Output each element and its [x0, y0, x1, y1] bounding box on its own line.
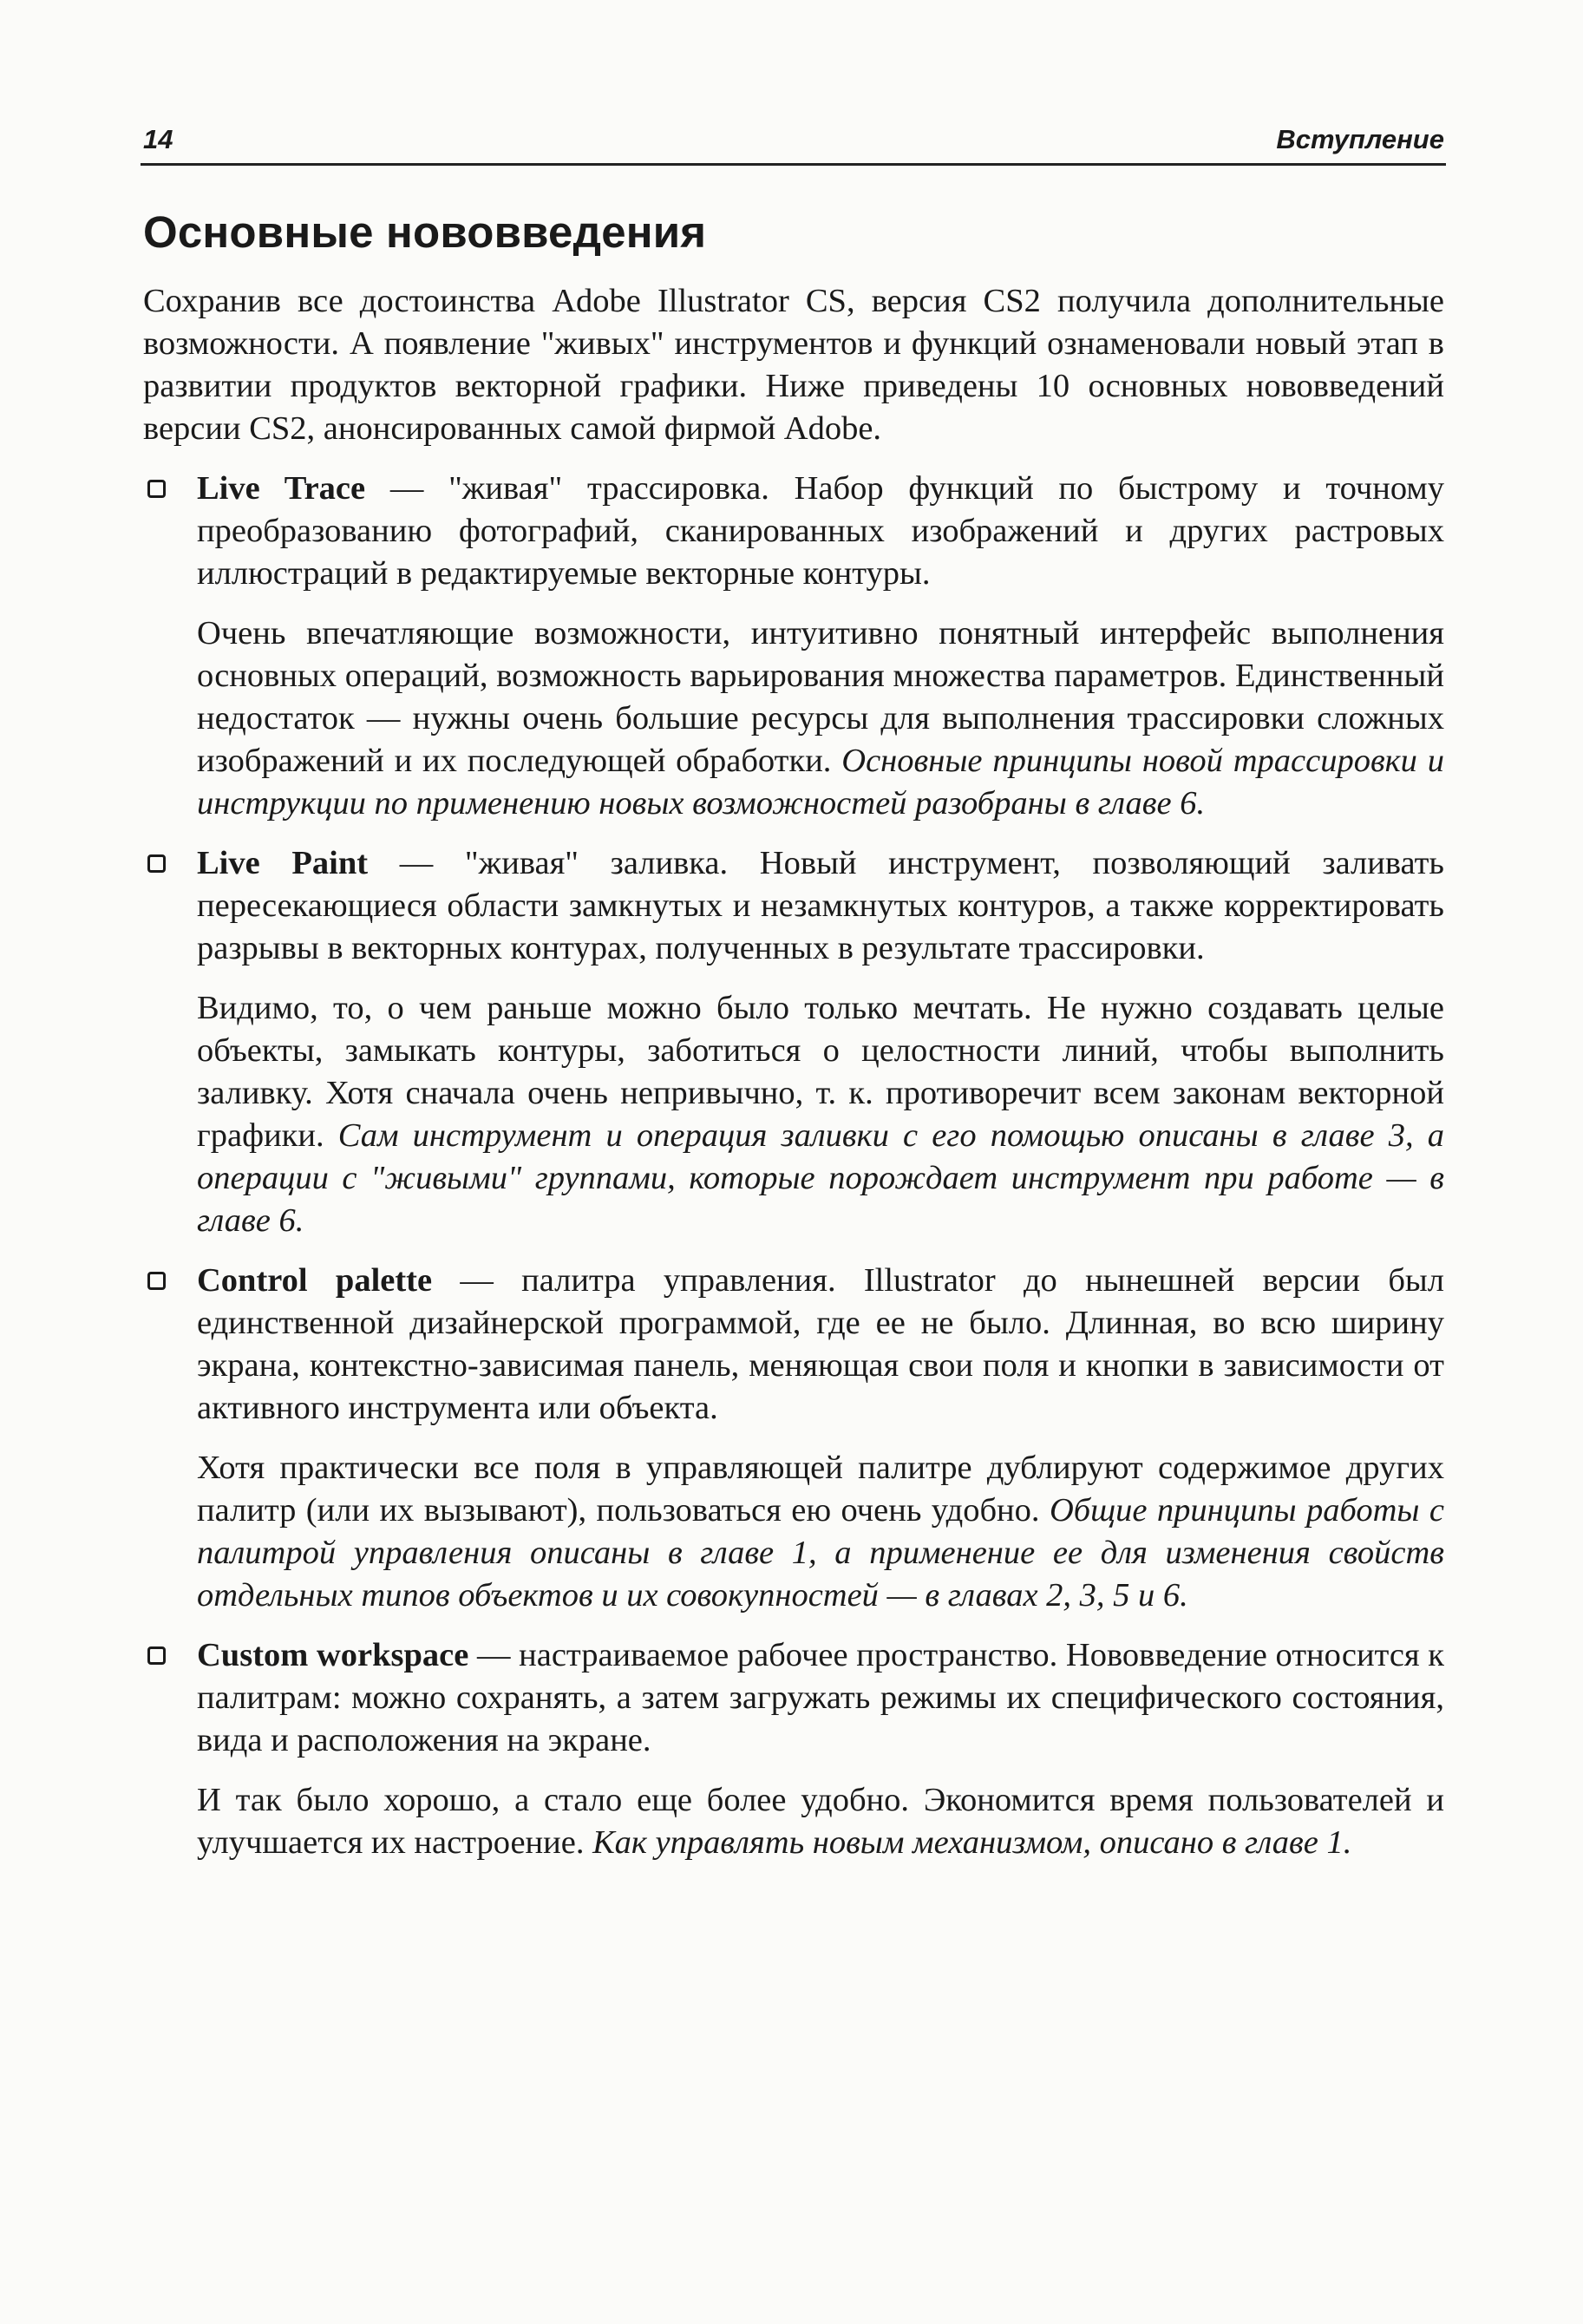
header-rule [141, 163, 1446, 166]
feature-comment [197, 987, 1444, 1242]
feature-comment-text: Хотя практически все поля в управляющей палитре дублируют содержимое других палитр (или их вызывают), пользоваться ею очень удобно. [197, 1450, 1444, 1529]
feature-comment-text: И так было хорошо, а стало еще более удобно. Экономится время пользователей и улучшается их настроение. [197, 1782, 1444, 1861]
feature-definition-text: — "живая" трассировка. Набор функций по быстрому и точному преобразованию фотографий, сканированных изображений и других растровых иллюстраций в редактируемые векторные контуры. [197, 470, 1444, 592]
feature-comment-text: Видимо, то, о чем раньше можно было только мечтать. Не нужно создавать целые объекты, замыкать контуры, заботиться о целостности линий, чтобы выполнить заливку. Хотя сначала очень непривычно, т. к. противоречит всем законам векторной графики. [197, 990, 1444, 1154]
feature-comment-text: Очень впечатляющие возможности, интуитивно понятный интерфейс выполнения основных операций, возможность варьирования множества параметров. Единственный недостаток — нужны очень большие ресурсы для выполнения трассировки сложных изображений и их последующей обработки. [197, 615, 1444, 779]
page-body [143, 280, 1444, 1882]
checkbox-bullet-icon [147, 1272, 166, 1290]
feature-item-live-paint [143, 842, 1444, 1242]
feature-definition [197, 842, 1444, 970]
checkbox-bullet-icon [147, 1646, 166, 1665]
section-title: Основные нововведения [143, 207, 707, 257]
checkbox-bullet-icon [147, 480, 166, 498]
feature-item-live-trace [143, 468, 1444, 825]
intro-paragraph: Сохранив все достоинства Adobe Illustrator CS, версия CS2 получила дополнительные возможности. А появление "живых" инструментов и функций ознаменовали новый этап в развитии продуктов векторной графики. Ниже приведены 10 основных нововведений версии CS2, анонсированных самой фирмой Adobe. [143, 283, 1444, 447]
feature-term: Live Trace [197, 470, 366, 507]
feature-item-control-palette [143, 1260, 1444, 1617]
chapter-reference: Как управлять новым механизмом, описано в главе 1. [592, 1824, 1352, 1861]
page-number: 14 [143, 124, 173, 154]
feature-definition-text: — палитра управления. Illustrator до нынешней версии был единственной дизайнерской программой, где ее не было. Длинная, во всю ширину экрана, контекстно-зависимая панель, меняющая свои поля и кнопки в зависимости от активного инструмента или объекта. [197, 1262, 1444, 1426]
chapter-reference: Основные принципы новой трассировки и инструкции по применению новых возможностей разобраны в главе 6. [197, 743, 1445, 822]
feature-term: Live Paint [197, 845, 369, 881]
chapter-reference: Общие принципы работы с палитрой управления описаны в главе 1, а применение ее для изменения свойств отдельных типов объектов и их совокупностей — в главах 2, 3, 5 и 6. [197, 1492, 1444, 1614]
feature-item-custom-workspace [143, 1634, 1444, 1864]
feature-definition-text: — настраиваемое рабочее пространство. Нововведение относится к палитрам: можно сохранять, а затем загружать режимы их специфического состояния, вида и расположения на экране. [197, 1637, 1444, 1758]
feature-definition [197, 1634, 1444, 1762]
running-head [143, 124, 1444, 155]
feature-definition [197, 1260, 1444, 1430]
feature-term: Control palette [197, 1262, 433, 1299]
feature-definition-text: — "живая" заливка. Новый инструмент, позволяющий заливать пересекающиеся области замкнутых и незамкнутых контуров, а также корректировать разрывы в векторных контурах, полученных в результате трассировки. [197, 845, 1444, 966]
feature-comment [197, 1779, 1444, 1864]
chapter-reference: Сам инструмент и операция заливки с его помощью описаны в главе 3, а операции с "живыми" группами, которые порождает инструмент при работе — в главе 6. [197, 1117, 1444, 1239]
checkbox-bullet-icon [147, 854, 166, 873]
feature-comment [197, 1447, 1444, 1617]
feature-definition [197, 468, 1444, 595]
feature-term: Custom workspace [197, 1637, 469, 1673]
chapter-title: Вступление [1276, 124, 1444, 154]
feature-comment [197, 612, 1444, 825]
